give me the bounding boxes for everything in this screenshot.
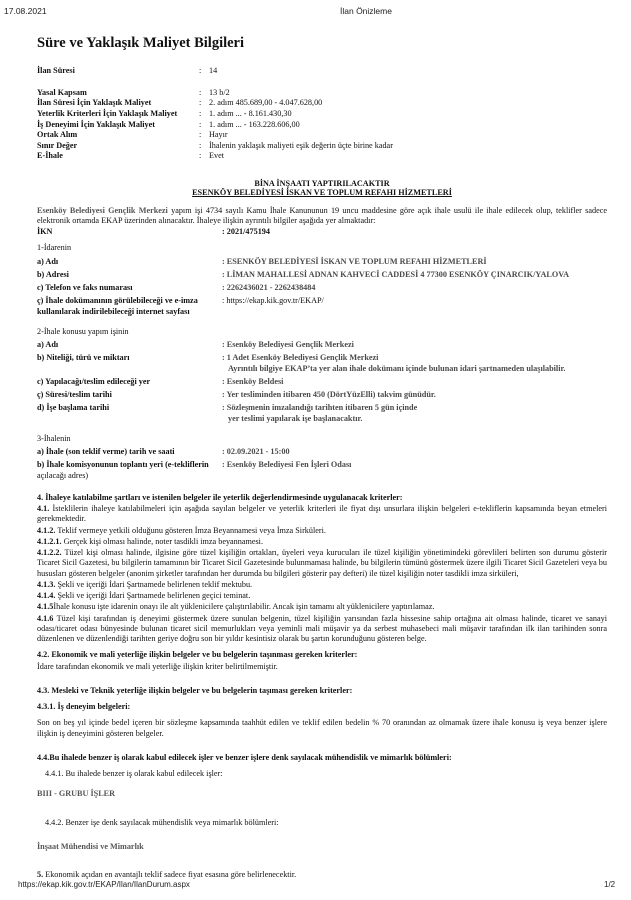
criteria-paragraph-5 — [37, 870, 607, 880]
clause-text: Tüzel kişi tarafından iş deneyimi göstermek üzere sunulan belgenin, tüzel kişiliğin yarısından fazla hissesine sahip ortağına ait olması halinde, ticaret ve sanayi odası/ticaret odası bünyesinde bulunan ticaret sicil memurlukları veya yeminli mali müşavir ya da serbest muhasebeci mali müşavir tarafından ilk ilan tarihinden sonra düzenlenen ve düzenlendiği tarihten geriye doğru son bir yıldır kesintisiz olarak bu şartın korunduğunu gösteren belge. — [37, 613, 607, 644]
summary-key: İlan Süresi İçin Yaklaşık Maliyet — [37, 98, 152, 108]
summary-value: Evet — [209, 151, 225, 161]
row-value: : Esenköy Beldesi — [222, 376, 284, 386]
summary-table — [37, 66, 607, 162]
row-label: c) Yapılacağı/teslim edileceği yer — [37, 376, 151, 386]
section-1-row — [37, 270, 607, 280]
row-label: b) Niteliği, türü ve miktarı — [37, 353, 130, 363]
row-label: b) Adresi — [37, 269, 69, 279]
clause-number: 4.1. — [37, 504, 50, 514]
criteria-paragraph: İdare tarafından ekonomik ve mali yeterliğe ilişkin kriter belirtilmemiştir. — [37, 661, 278, 671]
clause-text: Ekonomik açıdan en avantajlı teklif sadece fiyat esasına göre belirlenecektir. — [43, 870, 297, 880]
row-label: a) Adı — [37, 256, 59, 266]
similar-work-group: BIII - GRUBU İŞLER — [37, 789, 116, 799]
summary-key: İş Deneyimi İçin Yaklaşık Maliyet — [37, 119, 155, 129]
section-2-row — [37, 390, 607, 400]
section-1-title: 1-İdarenin — [37, 243, 72, 253]
summary-value: Hayır — [209, 130, 228, 140]
summary-row: İlan Süresi : 14 — [37, 66, 607, 77]
section-2-title: 2-İhale konusu yapım işinin — [37, 326, 129, 336]
row-label: c) Telefon ve faks numarası — [37, 283, 133, 293]
clause-text: İsteklilerin ihaleye katılabilmeleri için aşağıda sayılan belgeler ve yeterlik kriterleri ile fiyat dışı unsurlara ilişkin belgeleri e-tekliflerin kapsamında beyan etmeleri gerekmektedir. — [37, 504, 607, 524]
summary-value: 14 — [209, 66, 218, 76]
section-2-row — [37, 340, 607, 350]
clause-number: 4.1.5 — [37, 602, 54, 612]
row-value — [222, 403, 607, 424]
summary-key: Yeterlik Kriterleri İçin Yaklaşık Maliyet — [37, 109, 178, 119]
summary-value: 1. adım ... - 163.228.606,00 — [209, 119, 300, 129]
print-footer-url: https://ekap.kik.gov.tr/EKAP/Ilan/IlanDurum.aspx — [18, 880, 190, 889]
summary-value: 2. adım 485.689,00 - 4.047.628,00 — [209, 98, 323, 108]
summary-row: Ortak Alım : Hayır — [37, 130, 607, 141]
print-date: 17.08.2021 — [4, 6, 47, 16]
notice-heading-line2: ESENKÖY BELEDİYESİ İSKAN VE TOPLUM REFAHI HİZMETLERİ — [192, 188, 452, 198]
criteria-paragraph — [37, 602, 607, 612]
criteria-paragraph — [37, 548, 607, 579]
row-value: : Yer tesliminden itibaren 450 (DörtYüzElli) takvim günüdür. — [222, 390, 436, 400]
criteria-heading-4-4: 4.4.Bu ihalede benzer iş olarak kabul edilecek işler ve benzer işlere denk sayılacak mühendislik ve mimarlık bölümleri: — [37, 752, 452, 762]
summary-row: Yasal Kapsam : 13 b/2 — [37, 88, 607, 99]
row-value-line1: : Sözleşmenin imzalandığı tarihten itibaren 5 gün içinde — [222, 403, 418, 413]
summary-key: Sınır Değer — [37, 140, 78, 150]
summary-row: Yeterlik Kriterleri İçin Yaklaşık Maliyet : 1. adım ... - 8.161.430,30 — [37, 109, 607, 120]
row-value: : ESENKÖY BELEDİYESİ İSKAN VE TOPLUM REFAHI HİZMETLERİ — [222, 256, 487, 266]
clause-text: İhale konusu işte idarenin onayı ile alt yüklenicilere çalıştırılabilir. Ancak işin tamamı alt yüklenicilere yaptırılamaz. — [53, 602, 435, 612]
row-label: a) İhale (son teklif verme) tarih ve saati — [37, 447, 175, 457]
row-label-line2: açılacağı adres) — [37, 470, 89, 480]
criteria-paragraph: Son on beş yıl içinde bedel içeren bir sözleşme kapsamında taahhüt edilen ve teklif edilen bedelin % 70 oranından az olmamak üzere ihale konusu iş veya benzer işlere ilişkin iş deneyimini gösteren belgeler. — [37, 718, 607, 738]
row-label: ç) Süresi/teslim tarihi — [37, 390, 112, 400]
summary-key: Yasal Kapsam — [37, 87, 87, 97]
clause-number: 4.1.2. — [37, 525, 56, 535]
notice-intro — [37, 206, 607, 227]
criteria-paragraph: 4.4.2. Benzer işe denk sayılacak mühendislik veya mimarlık bölümleri: — [45, 817, 279, 827]
summary-key: Ortak Alım — [37, 130, 78, 140]
row-label — [37, 460, 222, 481]
document-body — [37, 28, 607, 880]
criteria-heading-4-2: 4.2. Ekonomik ve mali yeterliğe ilişkin belgeler ve bu belgelerin taşınması gereken kriterler: — [37, 650, 358, 660]
notice-heading-line1: BİNA İNŞAATI YAPTIRILACAKTIR — [254, 178, 390, 188]
summary-value: 1. adım ... - 8.161.430,30 — [209, 109, 292, 119]
clause-number: 5. — [37, 870, 44, 880]
row-label-line1: b) İhale komisyonunun toplantı yeri (e-tekliflerin — [37, 460, 209, 470]
section-1-row — [37, 296, 607, 317]
clause-text: Tüzel kişi olması halinde, ilgisine göre tüzel kişiliğin ortakları, üyeleri veya kurucuları ile tüzel kişiliğin yönetimindeki görevlileri belirten son durumu gösterir Ticaret Sicil Gazetesi, bu bilgilerin tamamının bir Ticaret Sicil Gazetesinde bulunmaması halinde, bu bilgilerin tümünü göstermek üzere ilgili Ticaret Sicil Gazeteleri veya bu hususları gösteren belgeler (anonim şirketler tarafından her durumda bu bilgileri gösterir pay defteri) ile tüzel kişiliğin noter tasdikli imza sirküleri, — [37, 548, 607, 578]
notice-heading — [37, 179, 607, 198]
engineering-departments: İnşaat Mühendisi ve Mimarlık — [37, 841, 144, 851]
row-value-line2: Ayrıntılı bilgiye EKAP’ta yer alan ihale dokümanı içinde bulunan idari şartnameden ulaşılabilir. — [228, 363, 566, 373]
ikn-value: : 2021/475194 — [222, 227, 270, 237]
clause-number: 4.1.6 — [37, 613, 54, 623]
row-value: : Esenköy Belediyesi Fen İşleri Odası — [222, 460, 352, 470]
summary-value: 13 b/2 — [209, 87, 230, 97]
summary-key: İlan Süresi — [37, 66, 75, 76]
section-3-row — [37, 460, 607, 481]
clause-text: Teklif vermeye yetkili olduğunu gösteren İmza Beyannamesi veya İmza Sirküleri. — [55, 525, 326, 535]
print-header-title: İlan Önizleme — [340, 6, 392, 16]
criteria-section — [37, 493, 607, 881]
row-value: : Esenköy Belediyesi Gençlik Merkezi — [222, 340, 354, 350]
summary-key: E-İhale — [37, 151, 63, 161]
row-label: d) İşe başlama tarihi — [37, 403, 110, 413]
criteria-paragraph — [37, 614, 607, 645]
criteria-paragraph — [37, 591, 607, 601]
row-value: : 02.09.2021 - 15:00 — [222, 447, 290, 457]
summary-value: İhalenin yaklaşık maliyeti eşik değerin üçte birine kadar — [209, 140, 393, 150]
criteria-paragraph — [37, 580, 607, 590]
clause-text: Şekli ve içeriği İdari Şartnamede belirlenen geçici teminat. — [55, 591, 251, 601]
section-1-row — [37, 283, 607, 293]
row-value-line1: : 1 Adet Esenköy Belediyesi Gençlik Merkezi — [222, 353, 379, 363]
clause-text: Gerçek kişi olması halinde, noter tasdikli imza beyannamesi. — [61, 536, 264, 546]
row-value: : https://ekap.kik.gov.tr/EKAP/ — [222, 296, 324, 306]
summary-row: İlan Süresi İçin Yaklaşık Maliyet : 2. adım 485.689,00 - 4.047.628,00 — [37, 98, 607, 109]
clause-text: Şekli ve içeriği İdari Şartnamede belirlenen teklif mektubu. — [55, 579, 253, 589]
section-2-row — [37, 403, 607, 424]
summary-row: Sınır Değer : İhalenin yaklaşık maliyeti eşik değerin üçte birine kadar — [37, 141, 607, 152]
print-page-number: 1/2 — [604, 880, 616, 889]
section-2-row — [37, 353, 607, 374]
criteria-paragraph: 4.4.1. Bu ihalede benzer iş olarak kabul edilecek işler: — [45, 769, 223, 779]
criteria-heading: 4. İhaleye katılabilme şartları ve istenilen belgeler ile yeterlik değerlendirmesinde uygulanacak kriterler: — [37, 492, 403, 502]
criteria-paragraph — [37, 504, 607, 525]
clause-number: 4.1.2.2. — [37, 548, 62, 558]
summary-row: İş Deneyimi İçin Yaklaşık Maliyet : 1. adım ... - 163.228.606,00 — [37, 120, 607, 131]
row-value: : 2262436021 - 2262438484 — [222, 283, 316, 293]
row-value: : LİMAN MAHALLESİ ADNAN KAHVECİ CADDESİ 4 77300 ESENKÖY ÇINARCIK/YALOVA — [222, 269, 570, 279]
criteria-paragraph — [37, 526, 607, 536]
row-value — [222, 353, 607, 374]
criteria-heading-4-3-1: 4.3.1. İş deneyim belgeleri: — [37, 702, 131, 712]
criteria-heading-4-3: 4.3. Mesleki ve Teknik yeterliğe ilişkin belgeler ve bu belgelerin taşıması gereken kriterler: — [37, 685, 353, 695]
clause-number: 4.1.3. — [37, 579, 56, 589]
ikn-row — [37, 227, 607, 237]
summary-row: E-İhale : Evet — [37, 151, 607, 162]
section-1-row — [37, 257, 607, 267]
intro-text: yapım işi 4734 sayılı Kamu İhale Kanununun 19 uncu maddesine göre açık ihale usulü ile ihale edilecek olup, teklifler sadece elektronik ortamda EKAP üzerinden alınacaktır. İhaleye ilişkin ayrıntılı bilgiler aşağıda yer almaktadır: — [37, 205, 607, 225]
section-3-row — [37, 447, 607, 457]
row-label: ç) İhale dokümanının görülebileceği ve e-imza kullanılarak indirilebileceği internet sayfası — [37, 296, 198, 316]
intro-authority: Esenköy Belediyesi Gençlik Merkezi — [37, 205, 168, 215]
row-label: a) Adı — [37, 340, 59, 350]
page-title: Süre ve Yaklaşık Maliyet Bilgileri — [37, 35, 245, 51]
section-3-title: 3-İhalenin — [37, 433, 71, 443]
clause-number: 4.1.2.1. — [37, 536, 62, 546]
section-2-row — [37, 377, 607, 387]
row-value-line2: yer teslimi yapılarak işe başlanacaktır. — [228, 413, 363, 423]
ikn-label: İKN — [37, 227, 53, 237]
criteria-paragraph — [37, 537, 607, 547]
clause-number: 4.1.4. — [37, 591, 56, 601]
